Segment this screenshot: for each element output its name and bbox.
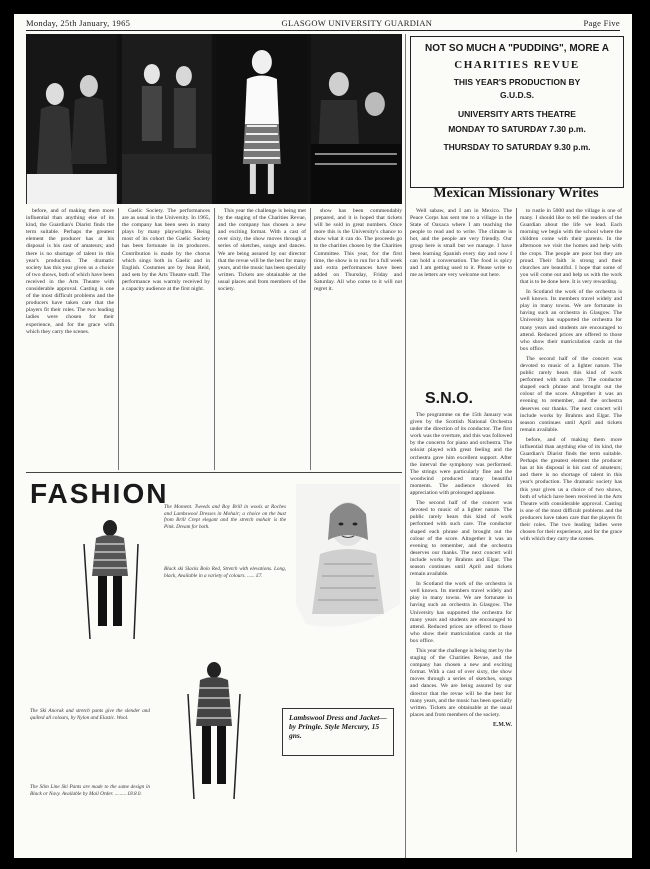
caption-culottes: The Moment. Tweeds and Boy Brill in wools at Roches and Lambswool Dresses in Mohair; a choice on the bust from Brill Crept elegant and the stretch mohair is the Pink. Dream for both. xyxy=(164,504,286,530)
revue-venue: UNIVERSITY ARTS THEATRE xyxy=(458,109,576,119)
revue-title: CHARITIES REVUE xyxy=(454,59,580,71)
fashion-photo-woman xyxy=(296,484,400,634)
article-signature: E.M.W. xyxy=(493,721,512,728)
revue-line-3: THIS YEAR'S PRODUCTION BY xyxy=(453,77,581,87)
caption-slim-slacks: The Slim Line Ski Pants are made to the same design in Black or Navy. Available by Mail Order. ......... £8.8.0. xyxy=(30,784,150,797)
article-column-4 xyxy=(314,208,402,470)
article-column-1 xyxy=(26,208,114,470)
article-text: This year the challenge is being met by the staging of the Charities Revue, and the company has chosen a new and exciting format. With a cast of over sixty, the show moves through a series of sketches, songs and dances. We are being assured by our director that the revue will be the best for many years, and the music has been specially written. Tickets are obtainable at the usual places and from members of the society. xyxy=(218,208,306,293)
page-header xyxy=(26,16,620,31)
article-text: In Scotland the work of the orchestra is well known. Its members travel widely and play in many towns. We are fortunate in having such an orchestra in Glasgow. The University has supported the orchestra for many years and students are encouraged to attend. Reduced prices are offered to those who show their matriculation cards at the box office. xyxy=(410,581,512,644)
newspaper-page xyxy=(14,14,632,858)
fashion-photo-skier xyxy=(72,514,152,644)
article-text: before, and of making them more influential than anything else of its kind, the Guardian's Diarist finds the term suitable. Perhaps the greatest element the producer has at his disposal is his cast of amateurs; and there is no shortage of talent in this year's production. The dramatic society has this year given us a choice of two shows, both of which have been received in the Arts Theatre with considerable approval. Casting is one of the most difficult problems and the producers have taken care that the players fit their roles. The two leading ladies were chosen for their experience, and for the grace with which they carry the scenes. xyxy=(26,208,114,335)
header-page-number: Page Five xyxy=(583,18,620,28)
article-text: show has been commendably prepared, and it is hoped that tickets will be sold in great numbers. Once more this is the University's chance to show what it can do. The proceeds go to the charities chosen by the Charities Committee. This year, for the first time, the show is to run for a full week and extra performances have been added on Thursday, Friday and Saturday. All who come to it will not regret it. xyxy=(314,208,402,293)
article-text: The second half of the concert was devoted to music of a lighter nature. The public rarely hears this kind of work performed with such care. The conductor shaped each phrase and brought out the colour of the score. Altogether it was an evening to remember, and the orchestra deserves our thanks. The next concert will include works by Brahms and Elgar. The season continues until April and tickets remain available. xyxy=(520,355,622,433)
sno-column xyxy=(410,412,512,852)
revue-photo-4 xyxy=(310,34,402,204)
headline-fashion: FASHION xyxy=(30,478,169,509)
article-text: Gaelic Society. The performances are as usual in the University. In 1965, the company has been seen in many plays by many playwrights. Being most of its cohort the Gaelic Society has been fortunate in its producers. Contribution is made by the chorus which sings both in Gaelic and in English. Costumes are by Jean Reid, and sets by the Arts Theatre staff. The performance was warmly received by a capacity audience at the first night. xyxy=(122,208,210,293)
caption-slacks: Black ski Slacks Bolo Red, Stretch with elevations. Long, black, Available in a variety of colours. ...... £7. xyxy=(164,566,286,579)
revue-line-4: G.U.D.S. xyxy=(499,90,534,100)
header-title: GLASGOW UNIVERSITY GUARDIAN xyxy=(281,18,433,28)
revue-photo-3 xyxy=(216,34,308,204)
revue-photo-1 xyxy=(26,34,118,204)
article-text: This year the challenge is being met by the staging of the Charities Revue, and the company has chosen a new and exciting format. With a cast of over sixty, the show moves through a series of sketches, songs and dances. We are being assured by our director that the revue will be the best for many years, and the music has been specially written. Tickets are obtainable at the usual places and from members of the society. xyxy=(410,648,512,718)
article-text: In Scotland the work of the orchestra is well known. Its members travel widely and play in many towns. We are fortunate in having such an orchestra in Glasgow. The University has supported the orchestra for many years and students are encouraged to attend. Reduced prices are offered to those who show their matriculation cards at the box office. xyxy=(520,289,622,352)
fashion-photo-skier-2 xyxy=(174,654,254,804)
article-text: to rustle in 5000 and the village is one of many. I should like to tell the readers of the Guardian about the life we lead. Each morning we begin with the school where the children come with their parents. In the afternoon we visit the homes and help with the crops. The people are poor but they are proud. Their faith is strong and their churches are beautiful. I hope that some of you will come out and help us with the work that is to be done here. It is very rewarding. xyxy=(520,208,622,285)
header-date: Monday, 25th January, 1965 xyxy=(26,18,131,28)
article-column-3 xyxy=(218,208,306,470)
mexican-column-2 xyxy=(520,208,622,852)
caption-lambswool-box: Lambswool Dress and Jacket—by Pringle. Style Mercury, 15 gns. xyxy=(282,708,394,756)
caption-ski-anorak: The Ski Anorak and stretch pants give the slender and quilted all colours, by Nylon and Elastic. Wool. xyxy=(30,708,150,721)
revue-photo-2 xyxy=(121,34,213,204)
charities-revue-advert xyxy=(410,36,624,188)
revue-line-1: NOT SO MUCH A "PUDDING", MORE A xyxy=(425,43,609,54)
revue-times-2: THURSDAY TO SATURDAY 9.30 p.m. xyxy=(443,142,591,152)
mexican-column-1 xyxy=(410,208,512,386)
article-column-2 xyxy=(122,208,210,470)
article-text: Well sabaw, and I am in Mexico. The Peace Corps has sent me to a village in the State of Oaxaca where I am teaching the people to read and to write. The climate is hot, and the people are very friendly. Our group here is small but we manage. I have been learning Spanish every day and now I can hold a conversation. The food is spicy and I am getting used to it. Please write to me as letters are very welcome out here. xyxy=(410,208,512,278)
revue-photo-strip xyxy=(26,34,402,204)
article-text: The second half of the concert was devoted to music of a lighter nature. The public rarely hears this kind of work performed with such care. The conductor shaped each phrase and brought out the colour of the score. Altogether it was an evening to remember, and the orchestra deserves our thanks. The next concert will include works by Brahms and Elgar. The season continues until April and tickets remain available. xyxy=(410,500,512,578)
revue-times-1: MONDAY TO SATURDAY 7.30 p.m. xyxy=(448,124,586,134)
article-text: before, and of making them more influential than anything else of its kind, the Guardian's Diarist finds the term suitable. Perhaps the greatest element the producer has at his disposal is his cast of amateurs; and there is no shortage of talent in this year's production. The dramatic society has this year given us a choice of two shows, both of which have been received in the Arts Theatre with considerable approval. Casting is one of the most difficult problems and the producers have taken care that the players fit their roles. The two leading ladies were chosen for their experience, and for the grace with which they carry the scenes. xyxy=(520,436,622,543)
headline-sno: S.N.O. xyxy=(424,390,473,407)
article-text: The programme on the 15th January was given by the Scottish National Orchestra under the direction of its conductor. The first work was the overture, and this was followed by the concerto for piano and orchestra. The soloist played with great feeling and the orchestra gave him excellent support. After the interval the symphony was performed. The strings were particularly fine and the woodwind produced many beautiful moments. The audience showed its appreciation with prolonged applause. xyxy=(410,412,512,497)
headline-mexican: Mexican Missionary Writes xyxy=(433,186,599,201)
